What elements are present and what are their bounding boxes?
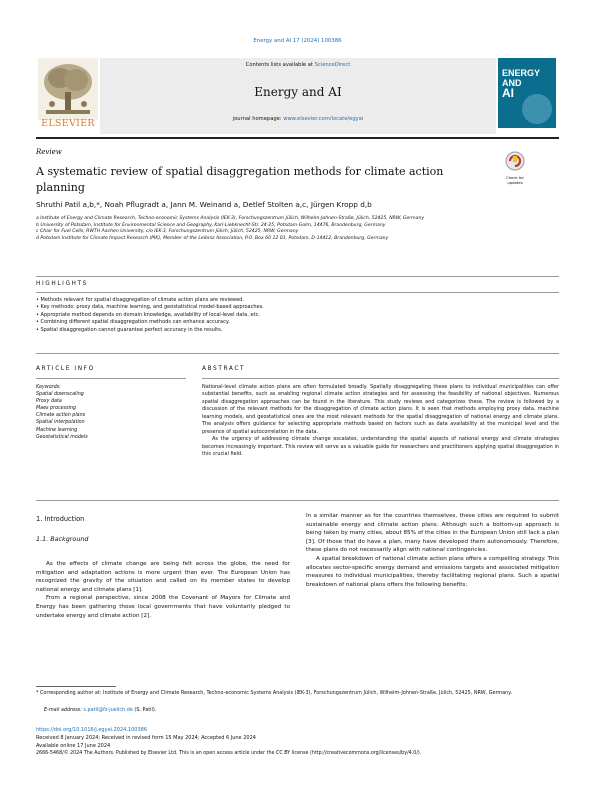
keyword: Spatial downscaling bbox=[36, 392, 84, 398]
contents-line bbox=[100, 62, 496, 69]
title-line-2: planning bbox=[36, 181, 85, 194]
affiliation-d: d Potsdam Institute for Climate Impact Research (PIK), Member of the Leibniz Association, P.O. Box 60 12 03, Potsdam, D-14412, Brandenburg, Germany bbox=[36, 235, 389, 241]
email-label: E-mail address: bbox=[44, 707, 82, 713]
cover-line-2: AND bbox=[502, 78, 522, 88]
highlights-list bbox=[36, 297, 556, 334]
elsevier-tree-logo bbox=[38, 58, 98, 126]
keyword: Machine learning bbox=[36, 427, 78, 433]
email-link[interactable]: s.patil@fz-juelich.de bbox=[83, 707, 133, 713]
homepage-line bbox=[100, 116, 496, 123]
left-column-text bbox=[36, 560, 290, 620]
cover-graphic bbox=[522, 94, 552, 124]
abstract-bottom-rule bbox=[36, 500, 559, 501]
abstract-paragraph-2: As the urgency of addressing climate change escalates, understanding the spatial aspects of national energy and climate strategies becomes increasingly important. This review will serve as a valuable guide for researchers and practitioners applying spatial disaggregation in this crucial field. bbox=[202, 436, 559, 458]
doi-link[interactable]: https://doi.org/10.1016/j.egyai.2024.100386 bbox=[36, 727, 148, 733]
highlights-bottom-rule bbox=[36, 353, 559, 354]
abstract-paragraph-1: National-level climate action plans are often formulated broadly. Spatially disaggregating these plans to individual municipalities can offer substantial benefits, such as enabling regional climate action strategies and for assessing the feasibility of national objectives. Numerous spatial disaggregation approaches can be found in the literature. This study reviews and categorizes these. The review is followed by a discussion of the relevant methods for the disaggregation of climate action plans. It is seen that methods employing proxy data, machine learning models, and geostatistical ones are the most relevant methods for the spatial disaggregation of national energy and climate plans. The analysis offers guidance for selecting appropriate methods based on factors such as data availability at the municipal level and the presence of spatial autocorrelation in the data. bbox=[202, 384, 559, 435]
abstract-rule bbox=[202, 378, 559, 379]
keyword: Climate action plans bbox=[36, 413, 86, 419]
highlights-mid-rule bbox=[36, 292, 559, 293]
homepage-prefix: journal homepage: bbox=[232, 116, 284, 122]
highlights-heading: HIGHLIGHTS bbox=[36, 281, 88, 287]
keywords-label: Keywords: bbox=[36, 385, 61, 390]
highlights-top-rule bbox=[36, 276, 559, 277]
email-suffix: (S. Patil). bbox=[134, 707, 157, 713]
keyword: Spatial interpolation bbox=[36, 420, 85, 426]
email-line bbox=[44, 707, 156, 714]
abstract-heading: ABSTRACT bbox=[202, 366, 246, 372]
right-column-text bbox=[306, 512, 559, 589]
elsevier-wordmark: ELSEVIER bbox=[41, 118, 95, 129]
highlight-item: • Methods relevant for spatial disaggregation of climate action plans are reviewed. bbox=[36, 297, 244, 303]
cover-line-1: ENERGY bbox=[502, 68, 541, 78]
check-for-updates-badge[interactable] bbox=[501, 150, 529, 184]
article-title bbox=[36, 164, 496, 196]
affiliation-c: c Chair for Fuel Cells, RWTH Aachen University, c/o IEK-3, Forschungszentrum Jülich, Jülich, 52425, NRW, Germany bbox=[36, 229, 299, 235]
title-line-1: A systematic review of spatial disaggregation methods for climate action bbox=[36, 165, 444, 178]
section-heading-introduction: 1. Introduction bbox=[36, 515, 85, 523]
affiliations bbox=[36, 216, 556, 242]
subsection-heading-background: 1.1. Background bbox=[36, 535, 89, 543]
highlight-item: • Appropriate method depends on domain knowledge, availability of local-level data, etc. bbox=[36, 311, 260, 318]
contents-prefix: Contents lists available at bbox=[245, 62, 315, 68]
intro-paragraph-4: A spatial breakdown of national climate action plans offers a compelling strategy. This allocates sector-specific energy demand and emissions targets and associated mitigation measures to individual municipalities, thereby facilitating regional plans. Such a spatial breakdown of national plans offers the following benefits: bbox=[306, 555, 559, 588]
footnote-rule bbox=[36, 686, 116, 687]
author-list: Shruthi Patil a,b,*, Noah Pflugradt a, Jann M. Weinand a, Detlef Stolten a,c, Jürgen Kropp d,b bbox=[36, 200, 372, 209]
intro-paragraph-1: As the effects of climate change are being felt across the globe, the need for mitigation and adaptation actions is more urgent than ever. The European Union has recognized the gravity of the situation and called on its member states to develop national energy and climate plans [1]. bbox=[36, 561, 290, 593]
received-dates: Received 8 January 2024; Received in revised form 15 May 2024; Accepted 6 June 2024 bbox=[36, 735, 256, 741]
journal-title: Energy and AI bbox=[254, 85, 342, 99]
article-type: Review bbox=[36, 148, 62, 156]
sciencedirect-link[interactable]: ScienceDirect bbox=[314, 62, 351, 68]
homepage-link[interactable]: www.elsevier.com/locate/egyai bbox=[283, 116, 364, 122]
abstract-body bbox=[202, 384, 559, 459]
intro-paragraph-2: From a regional perspective, since 2008 the Covenant of Mayors for Climate and Energy has been gathering those local governments that have voluntarily pledged to undertake energy and climate action [2]. bbox=[36, 595, 290, 619]
affiliation-a: a Institute of Energy and Climate Research, Techno-economic Systems Analysis (IEK-3), Forschungszentrum Jülich, Wilhelm-Johnen-Straße, Jülich, 52425, NRW, Germany bbox=[36, 216, 425, 221]
available-online: Available online 17 June 2024 bbox=[36, 743, 111, 749]
keyword: Geostatistical models bbox=[36, 434, 88, 440]
highlight-item: • Combining different spatial disaggregation methods can enhance accuracy. bbox=[36, 319, 230, 326]
header-rule bbox=[36, 137, 559, 139]
intro-paragraph-3: In a similar manner as for the countries themselves, these cities are required to submit sustainable energy and climate action plans. Although such a bottom-up approach is being taken by many cities, about 85% of the cities in the European Union still lack a plan [3]. Of those that do have a plan, many have developed them autonomously. Therefore, these plans do not necessarily align with national contingencies. bbox=[306, 513, 559, 554]
license-statement: 2666-5468/© 2024 The Authors. Published by Elsevier Ltd. This is an open access article under the CC BY license (http://creativecommons.org/licenses/by/4.0/). bbox=[36, 751, 422, 756]
highlight-item: • Spatial disaggregation cannot guarantee perfect accuracy in the results. bbox=[36, 326, 223, 333]
cover-line-3: AI bbox=[502, 86, 514, 100]
journal-reference[interactable]: Energy and AI 17 (2024) 100386 bbox=[253, 38, 342, 44]
article-info-rule bbox=[36, 378, 186, 379]
journal-cover-image bbox=[498, 58, 556, 128]
keyword: Maes processing bbox=[36, 406, 77, 412]
check-updates-label: Check for updates bbox=[505, 175, 525, 185]
keywords-block bbox=[36, 384, 186, 441]
keyword: Proxy data bbox=[36, 399, 62, 405]
highlight-item: • Key methods: proxy data, machine learning, and geostatistical model-based approaches. bbox=[36, 304, 264, 311]
affiliation-b: b University of Potsdam, Institute for Environmental Science and Geography, Karl-Liebknecht-Str. 24-25, Potsdam-Golm, 14476, Brandenburg, Germany bbox=[36, 222, 386, 228]
article-info-heading: ARTICLE INFO bbox=[36, 366, 95, 372]
corresponding-author-note: * Corresponding author at: Institute of Energy and Climate Research, Techno-economic Systems Analysis (IEK-3), Forschungszentrum Jülich, Wilhelm-Johnen-Straße, Jülich, 52425, NRW, Germany. bbox=[36, 690, 513, 696]
